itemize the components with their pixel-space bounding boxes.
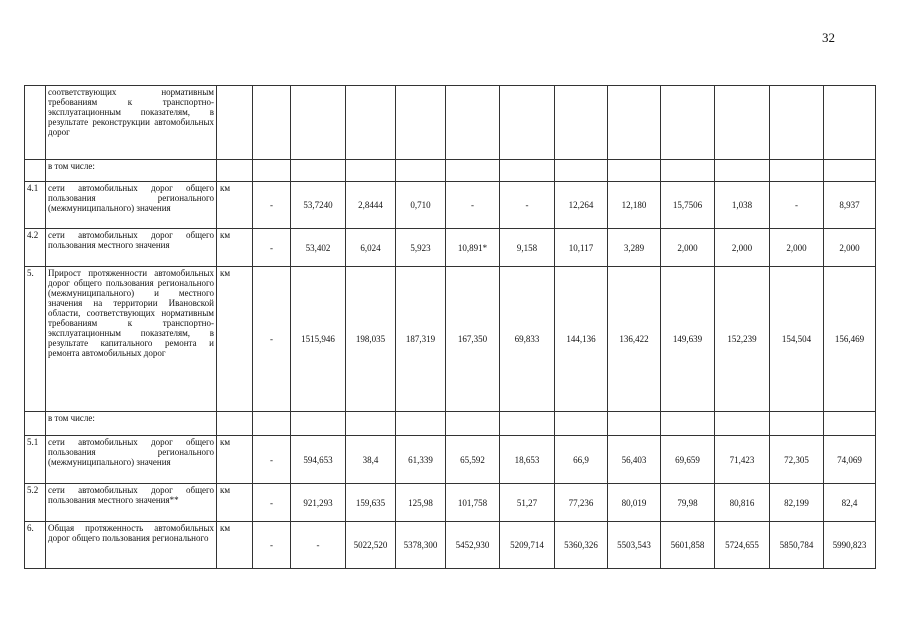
value-cell bbox=[253, 412, 291, 436]
value-cell: 80,019 bbox=[608, 484, 661, 522]
value-cell bbox=[770, 412, 824, 436]
value-cell: 5601,858 bbox=[661, 522, 715, 569]
value-cell bbox=[446, 412, 500, 436]
table-row bbox=[25, 436, 876, 484]
value-cell: 82,199 bbox=[770, 484, 824, 522]
indicator-description-cell: Прирост протяженности автомобильных дорог общего пользования регионального (межмуниципального) и местного значения на территории Ивановской области, соответствующих нормативным требованиям к транспортно-эксплуатационным показателям, в результате капитального ремонта и ремонта автомобильных дорог bbox=[46, 267, 217, 412]
value-cell: 5503,543 bbox=[608, 522, 661, 569]
value-cell: 77,236 bbox=[555, 484, 608, 522]
unit-cell bbox=[217, 86, 253, 160]
value-cell: 69,659 bbox=[661, 436, 715, 484]
value-cell: 66,9 bbox=[555, 436, 608, 484]
value-cell: - bbox=[291, 522, 346, 569]
indicator-description-cell: соответствующих нормативным требованиям к транспортно-эксплуатационным показателям, в результате реконструкции автомобильных дорог bbox=[46, 86, 217, 160]
unit-cell: км bbox=[217, 229, 253, 267]
value-cell bbox=[770, 160, 824, 182]
indicator-description-cell: сети автомобильных дорог общего пользования регионального (межмуниципального) значения bbox=[46, 182, 217, 229]
value-cell: 152,239 bbox=[715, 267, 770, 412]
value-cell bbox=[555, 160, 608, 182]
unit-cell: км bbox=[217, 436, 253, 484]
value-cell: 80,816 bbox=[715, 484, 770, 522]
value-cell bbox=[291, 160, 346, 182]
value-cell: - bbox=[253, 484, 291, 522]
value-cell: - bbox=[253, 522, 291, 569]
table-row bbox=[25, 229, 876, 267]
value-cell bbox=[346, 86, 396, 160]
value-cell bbox=[608, 412, 661, 436]
table-row bbox=[25, 267, 876, 412]
value-cell: 10,891* bbox=[446, 229, 500, 267]
value-cell: 61,339 bbox=[396, 436, 446, 484]
table-row bbox=[25, 484, 876, 522]
value-cell: 5,923 bbox=[396, 229, 446, 267]
value-cell bbox=[661, 160, 715, 182]
value-cell bbox=[555, 412, 608, 436]
indicator-description-cell: сети автомобильных дорог общего пользования регионального (межмуниципального) значения bbox=[46, 436, 217, 484]
value-cell: 1,038 bbox=[715, 182, 770, 229]
value-cell: 187,319 bbox=[396, 267, 446, 412]
unit-cell bbox=[217, 412, 253, 436]
value-cell: 9,158 bbox=[500, 229, 555, 267]
value-cell bbox=[446, 160, 500, 182]
value-cell: 2,8444 bbox=[346, 182, 396, 229]
value-cell bbox=[291, 86, 346, 160]
value-cell bbox=[291, 412, 346, 436]
indicator-description-cell: Общая протяженность автомобильных дорог общего пользования регионального bbox=[46, 522, 217, 569]
row-index-cell: 5.2 bbox=[25, 484, 46, 522]
value-cell: 12,180 bbox=[608, 182, 661, 229]
value-cell: 2,000 bbox=[661, 229, 715, 267]
value-cell: - bbox=[500, 182, 555, 229]
value-cell: 154,504 bbox=[770, 267, 824, 412]
value-cell: 18,653 bbox=[500, 436, 555, 484]
table-row bbox=[25, 86, 876, 160]
value-cell: - bbox=[770, 182, 824, 229]
value-cell bbox=[715, 160, 770, 182]
value-cell: - bbox=[446, 182, 500, 229]
value-cell: - bbox=[253, 229, 291, 267]
value-cell: 5452,930 bbox=[446, 522, 500, 569]
value-cell bbox=[555, 86, 608, 160]
value-cell: 149,639 bbox=[661, 267, 715, 412]
row-index-cell bbox=[25, 86, 46, 160]
value-cell: 156,469 bbox=[824, 267, 876, 412]
page-number: 32 bbox=[822, 30, 835, 45]
value-cell: 3,289 bbox=[608, 229, 661, 267]
value-cell bbox=[253, 160, 291, 182]
value-cell: 0,710 bbox=[396, 182, 446, 229]
indicator-description-cell: в том числе: bbox=[46, 412, 217, 436]
value-cell: 12,264 bbox=[555, 182, 608, 229]
value-cell: 53,402 bbox=[291, 229, 346, 267]
value-cell: 5360,326 bbox=[555, 522, 608, 569]
row-index-cell bbox=[25, 160, 46, 182]
value-cell bbox=[715, 412, 770, 436]
value-cell: 5378,300 bbox=[396, 522, 446, 569]
value-cell: 5850,784 bbox=[770, 522, 824, 569]
value-cell bbox=[824, 412, 876, 436]
value-cell bbox=[346, 160, 396, 182]
value-cell: 594,653 bbox=[291, 436, 346, 484]
indicator-description-cell: в том числе: bbox=[46, 160, 217, 182]
value-cell: 5022,520 bbox=[346, 522, 396, 569]
value-cell: 38,4 bbox=[346, 436, 396, 484]
value-cell: - bbox=[253, 182, 291, 229]
value-cell: 198,035 bbox=[346, 267, 396, 412]
value-cell: 159,635 bbox=[346, 484, 396, 522]
value-cell: - bbox=[253, 267, 291, 412]
unit-cell bbox=[217, 160, 253, 182]
row-index-cell bbox=[25, 412, 46, 436]
value-cell: 2,000 bbox=[770, 229, 824, 267]
row-index-cell: 6. bbox=[25, 522, 46, 569]
table-row bbox=[25, 412, 876, 436]
value-cell: 79,98 bbox=[661, 484, 715, 522]
value-cell bbox=[396, 412, 446, 436]
value-cell bbox=[446, 86, 500, 160]
value-cell bbox=[500, 160, 555, 182]
indicators-table bbox=[24, 85, 876, 569]
value-cell bbox=[396, 86, 446, 160]
value-cell bbox=[253, 86, 291, 160]
value-cell: 8,937 bbox=[824, 182, 876, 229]
value-cell: 167,350 bbox=[446, 267, 500, 412]
value-cell: 2,000 bbox=[715, 229, 770, 267]
value-cell bbox=[500, 412, 555, 436]
value-cell: 6,024 bbox=[346, 229, 396, 267]
value-cell bbox=[824, 160, 876, 182]
value-cell: - bbox=[253, 436, 291, 484]
value-cell: 74,069 bbox=[824, 436, 876, 484]
unit-cell: км bbox=[217, 484, 253, 522]
value-cell: 51,27 bbox=[500, 484, 555, 522]
value-cell bbox=[661, 412, 715, 436]
value-cell bbox=[346, 412, 396, 436]
value-cell: 71,423 bbox=[715, 436, 770, 484]
value-cell: 53,7240 bbox=[291, 182, 346, 229]
value-cell: 101,758 bbox=[446, 484, 500, 522]
value-cell: 15,7506 bbox=[661, 182, 715, 229]
value-cell: 82,4 bbox=[824, 484, 876, 522]
table-row bbox=[25, 182, 876, 229]
value-cell: 921,293 bbox=[291, 484, 346, 522]
table-row bbox=[25, 160, 876, 182]
unit-cell: км bbox=[217, 267, 253, 412]
indicator-description-cell: сети автомобильных дорог общего пользования местного значения** bbox=[46, 484, 217, 522]
value-cell bbox=[396, 160, 446, 182]
value-cell bbox=[608, 160, 661, 182]
value-cell: 5990,823 bbox=[824, 522, 876, 569]
value-cell: 65,592 bbox=[446, 436, 500, 484]
value-cell: 1515,946 bbox=[291, 267, 346, 412]
value-cell bbox=[661, 86, 715, 160]
row-index-cell: 5.1 bbox=[25, 436, 46, 484]
value-cell: 144,136 bbox=[555, 267, 608, 412]
value-cell bbox=[608, 86, 661, 160]
value-cell bbox=[715, 86, 770, 160]
table-row bbox=[25, 522, 876, 569]
value-cell: 5209,714 bbox=[500, 522, 555, 569]
indicator-description-cell: сети автомобильных дорог общего пользования местного значения bbox=[46, 229, 217, 267]
value-cell bbox=[824, 86, 876, 160]
value-cell: 10,117 bbox=[555, 229, 608, 267]
value-cell: 2,000 bbox=[824, 229, 876, 267]
value-cell: 69,833 bbox=[500, 267, 555, 412]
row-index-cell: 5. bbox=[25, 267, 46, 412]
unit-cell: км bbox=[217, 182, 253, 229]
value-cell bbox=[770, 86, 824, 160]
value-cell: 5724,655 bbox=[715, 522, 770, 569]
value-cell: 125,98 bbox=[396, 484, 446, 522]
row-index-cell: 4.2 bbox=[25, 229, 46, 267]
value-cell: 56,403 bbox=[608, 436, 661, 484]
row-index-cell: 4.1 bbox=[25, 182, 46, 229]
value-cell bbox=[500, 86, 555, 160]
value-cell: 72,305 bbox=[770, 436, 824, 484]
value-cell: 136,422 bbox=[608, 267, 661, 412]
unit-cell: км bbox=[217, 522, 253, 569]
